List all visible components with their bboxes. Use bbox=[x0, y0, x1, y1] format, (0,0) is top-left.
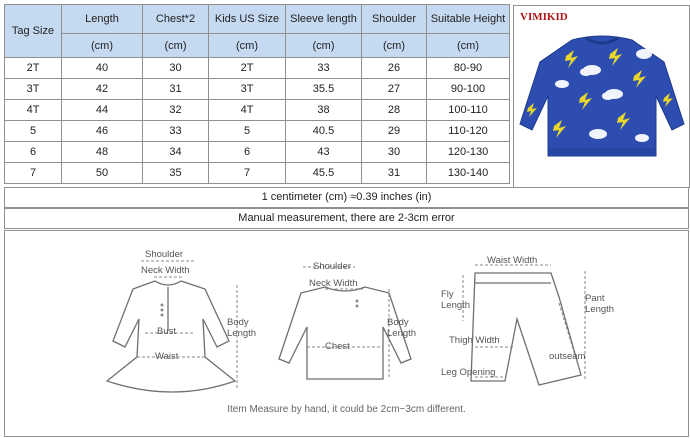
table-cell: 34 bbox=[143, 142, 209, 163]
unit-chest: (cm) bbox=[143, 34, 209, 58]
table-row bbox=[5, 163, 510, 184]
top-shoulder-label: Shoulder bbox=[313, 261, 352, 272]
table-cell: 2T bbox=[5, 58, 62, 79]
table-cell: 5 bbox=[209, 121, 286, 142]
table-header-row bbox=[5, 5, 510, 34]
table-cell: 90-100 bbox=[427, 79, 510, 100]
header-chest: Chest*2 bbox=[143, 5, 209, 34]
table-cell: 130-140 bbox=[427, 163, 510, 184]
pants-pant-length-label: Pant Length bbox=[585, 293, 615, 315]
dress-bust-label: Bust bbox=[157, 326, 177, 337]
table-row bbox=[5, 79, 510, 100]
table-cell: 120-130 bbox=[427, 142, 510, 163]
table-cell: 4T bbox=[209, 100, 286, 121]
top-neck-width-label: Neck Width bbox=[309, 278, 358, 289]
brand-logo: VIMIKID bbox=[520, 11, 568, 23]
table-row bbox=[5, 121, 510, 142]
pants-outseam-label: outseam bbox=[549, 351, 586, 362]
table-cell: 35.5 bbox=[286, 79, 362, 100]
measurement-diagram bbox=[4, 230, 689, 437]
table-cell: 48 bbox=[62, 142, 143, 163]
header-shoulder: Shoulder bbox=[362, 5, 427, 34]
table-cell: 50 bbox=[62, 163, 143, 184]
table-cell: 31 bbox=[143, 79, 209, 100]
table-cell: 30 bbox=[143, 58, 209, 79]
table-cell: 40.5 bbox=[286, 121, 362, 142]
table-cell: 3T bbox=[209, 79, 286, 100]
table-cell: 7 bbox=[209, 163, 286, 184]
table-cell: 33 bbox=[143, 121, 209, 142]
button-dots bbox=[161, 300, 359, 317]
table-units-row bbox=[5, 34, 510, 58]
unit-length: (cm) bbox=[62, 34, 143, 58]
table-cell: 7 bbox=[5, 163, 62, 184]
table-cell: 42 bbox=[62, 79, 143, 100]
size-chart bbox=[2, 2, 687, 435]
unit-suitable-height: (cm) bbox=[427, 34, 510, 58]
table-row bbox=[5, 142, 510, 163]
table-cell: 29 bbox=[362, 121, 427, 142]
sweatshirt-image bbox=[514, 6, 689, 187]
table-cell: 6 bbox=[209, 142, 286, 163]
header-length: Length bbox=[62, 5, 143, 34]
table-cell: 5 bbox=[5, 121, 62, 142]
table-row bbox=[5, 100, 510, 121]
pants-thigh-width-label: Thigh Width bbox=[449, 335, 500, 346]
table-cell: 27 bbox=[362, 79, 427, 100]
table-cell: 44 bbox=[62, 100, 143, 121]
pants-waist-width-label: Waist Width bbox=[487, 255, 538, 266]
table-cell: 3T bbox=[5, 79, 62, 100]
error-note: Manual measurement, there are 2-3cm error bbox=[4, 208, 689, 229]
table-cell: 46 bbox=[62, 121, 143, 142]
table-cell: 6 bbox=[5, 142, 62, 163]
table-cell: 4T bbox=[5, 100, 62, 121]
dress-neck-width-label: Neck Width bbox=[141, 265, 190, 276]
table-cell: 35 bbox=[143, 163, 209, 184]
header-tag-size: Tag Size bbox=[5, 5, 62, 58]
table-cell: 38 bbox=[286, 100, 362, 121]
table-cell: 110-120 bbox=[427, 121, 510, 142]
unit-shoulder: (cm) bbox=[362, 34, 427, 58]
table-cell: 28 bbox=[362, 100, 427, 121]
conversion-note: 1 centimeter (cm) ≈0.39 inches (in) bbox=[4, 187, 689, 208]
dress-waist-label: Waist bbox=[155, 351, 179, 362]
unit-sleeve-length: (cm) bbox=[286, 34, 362, 58]
size-table bbox=[4, 4, 510, 184]
table-cell: 80-90 bbox=[427, 58, 510, 79]
product-photo bbox=[513, 5, 690, 188]
table-cell: 32 bbox=[143, 100, 209, 121]
table-cell: 43 bbox=[286, 142, 362, 163]
header-sleeve-length: Sleeve length bbox=[286, 5, 362, 34]
table-cell: 31 bbox=[362, 163, 427, 184]
header-suitable-height: Suitable Height bbox=[427, 5, 510, 34]
table-cell: 33 bbox=[286, 58, 362, 79]
measure-caption: Item Measure by hand, it could be 2cm~3cm different. bbox=[227, 404, 466, 415]
table-row bbox=[5, 58, 510, 79]
pants-leg-opening-label: Leg Opening bbox=[441, 367, 496, 378]
table-cell: 40 bbox=[62, 58, 143, 79]
dress-body-length-label: Body Length bbox=[227, 317, 257, 339]
dress-shoulder-label: Shoulder bbox=[145, 249, 184, 260]
header-kids-us-size: Kids US Size bbox=[209, 5, 286, 34]
table-cell: 45.5 bbox=[286, 163, 362, 184]
top-body-length-label: Body Length bbox=[387, 317, 417, 339]
unit-kids-us-size: (cm) bbox=[209, 34, 286, 58]
table-cell: 30 bbox=[362, 142, 427, 163]
table-cell: 26 bbox=[362, 58, 427, 79]
pants-fly-length-label: Fly Length bbox=[441, 289, 471, 311]
top-chest-label: Chest bbox=[325, 341, 350, 352]
table-cell: 100-110 bbox=[427, 100, 510, 121]
table-cell: 2T bbox=[209, 58, 286, 79]
